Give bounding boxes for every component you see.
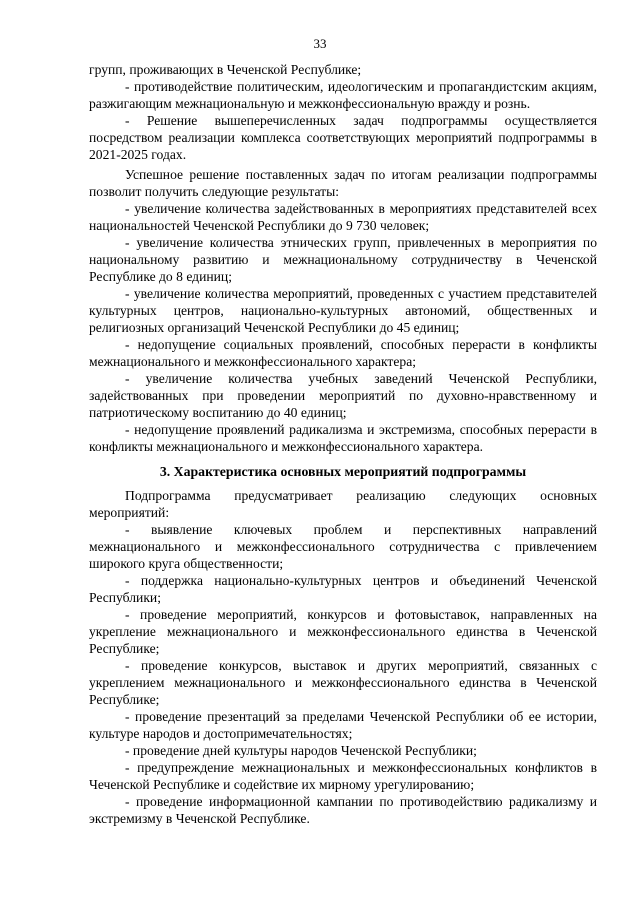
paragraph: групп, проживающих в Чеченской Республике; [89,62,362,77]
paragraph: - недопущение проявлений радикализма и экстремизма, способных перерасти в конфликты межнационального и межконфессионального характера. [89,422,597,454]
paragraph: - увеличение количества задействованных в мероприятиях представителей всех национальностей Чеченской Республики до 9 730 человек; [89,201,597,233]
paragraph: - проведение презентаций за пределами Чеченской Республики об ее истории, культуре народов и достопримечательностях; [89,709,597,741]
paragraph: Подпрограмма предусматривает реализацию следующих основных мероприятий: [89,488,597,520]
paragraph: - увеличение количества этнических групп, привлеченных в мероприятия по национальному развитию и межнациональному сотрудничеству в Чеченской Республике до 8 единиц; [89,235,597,284]
paragraph: - проведение информационной кампании по противодействию радикализму и экстремизму в Чеченской Республике. [89,794,597,826]
paragraph: - поддержка национально-культурных центров и объединений Чеченской Республики; [89,573,597,605]
paragraph: - проведение мероприятий, конкурсов и фотовыставок, направленных на укрепление межнационального и межконфессионального единства в Чеченской Республике; [89,607,597,656]
paragraph: - увеличение количества мероприятий, проведенных с участием представителей культурных центров, национально-культурных автономий, общественных и религиозных организаций Чеченской Республики до 45 единиц; [89,286,597,335]
paragraph: - проведение конкурсов, выставок и других мероприятий, связанных с укреплением межнационального и межконфессионального единства в Чеченской Республике; [89,658,597,707]
paragraph: - предупреждение межнациональных и межконфессиональных конфликтов в Чеченской Республике и содействие их мирному урегулированию; [89,760,597,792]
paragraph: Успешное решение поставленных задач по итогам реализации подпрограммы позволит получить следующие результаты: [89,167,597,199]
document-body [89,61,597,827]
paragraph: - проведение дней культуры народов Чеченской Республики; [125,743,477,758]
paragraph: - выявление ключевых проблем и перспективных направлений межнационального и межконфессионального сотрудничества с привлечением широкого круга общественности; [89,522,597,571]
paragraph: - недопущение социальных проявлений, способных перерасти в конфликты межнационального и межконфессионального характера; [89,337,597,369]
section-heading: 3. Характеристика основных мероприятий подпрограммы [159,464,527,479]
page-number: 33 [313,36,327,51]
paragraph: - противодействие политическим, идеологическим и пропагандистским акциям, разжигающим межнациональную и межконфессиональную вражду и рознь. [89,79,597,111]
paragraph: - увеличение количества учебных заведений Чеченской Республики, задействованных при проведении мероприятий по духовно-нравственному и патриотическому воспитанию до 40 единиц; [89,371,597,420]
paragraph: - Решение вышеперечисленных задач подпрограммы осуществляется посредством реализации комплекса соответствующих мероприятий подпрограммы в 2021-2025 годах. [89,113,597,162]
